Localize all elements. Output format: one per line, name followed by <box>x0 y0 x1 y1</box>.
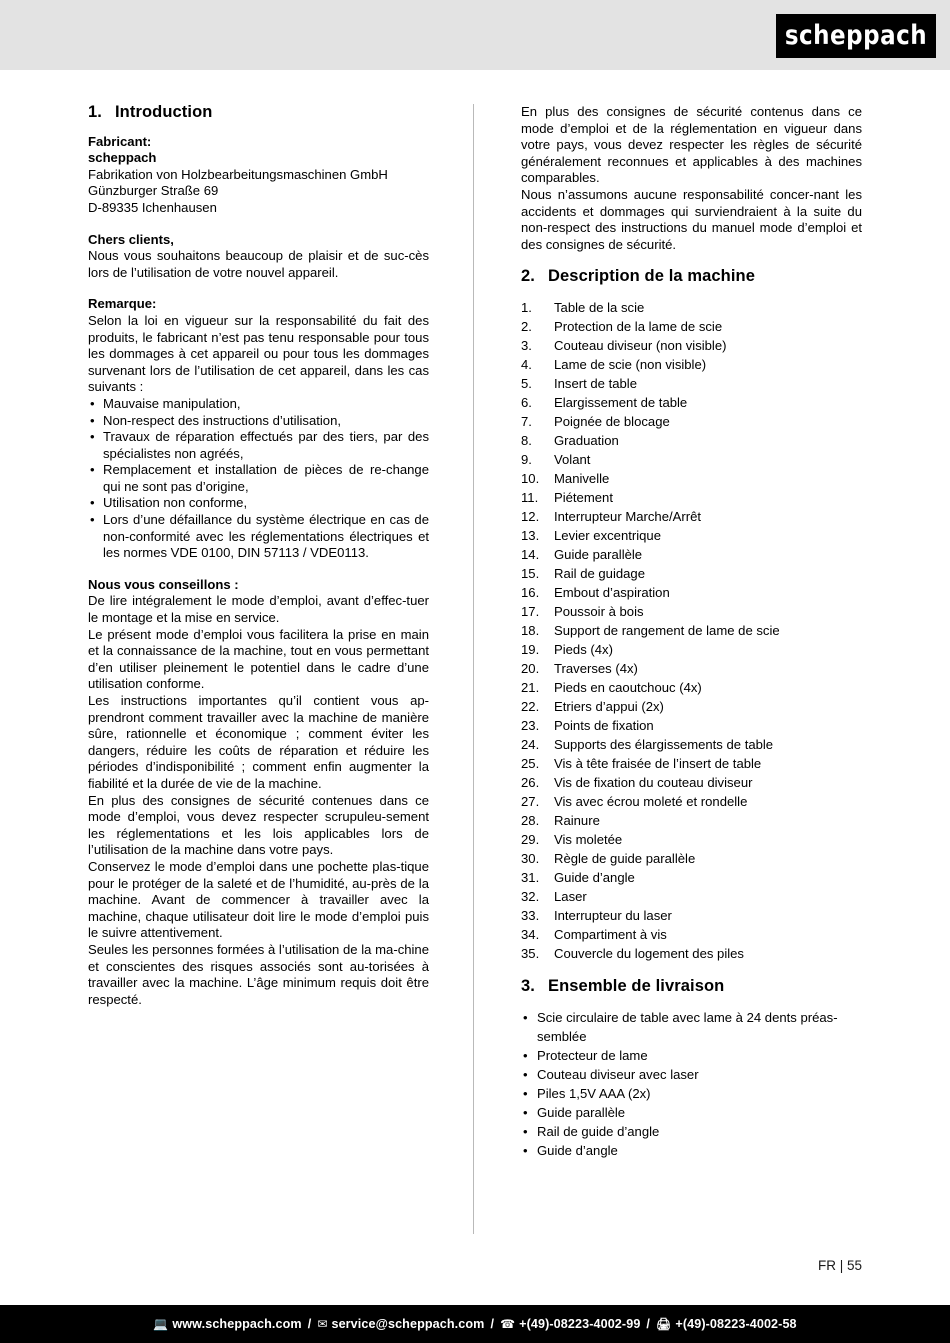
footer-separator: / <box>490 1317 495 1331</box>
list-item: • Piles 1,5V AAA (2x) <box>521 1084 862 1103</box>
list-index: 7. <box>521 413 532 429</box>
list-item-label: Vis avec écrou moleté et rondelle <box>554 793 748 809</box>
list-item <box>521 545 862 564</box>
web-icon: 💻 <box>153 1317 169 1331</box>
list-index: 33. <box>521 907 540 923</box>
list-item <box>521 621 862 640</box>
list-item <box>521 906 862 925</box>
footer-email[interactable]: service@scheppach.com <box>331 1317 485 1331</box>
list-item <box>521 811 862 830</box>
section-title-2: Description de la machine <box>548 267 755 286</box>
list-item <box>521 412 862 431</box>
footer-contact-bar <box>0 1305 950 1343</box>
section-number-3: 3. <box>521 976 535 995</box>
manufacturer-label: Fabricant: <box>88 133 152 149</box>
list-item: • Travaux de réparation effectués par des tiers, par des spécialistes non agréés, <box>88 429 429 462</box>
list-item <box>521 431 862 450</box>
list-item-label: Protection de la lame de scie <box>554 318 723 334</box>
manufacturer-name: scheppach <box>88 150 157 166</box>
intro-paragraph-1: Nous n’assumons aucune responsabilité concer-nant les accidents et dommages qui surviendraient à la suite du non-respect des instructions du manuel mode d’emploi et des consignes de sécurité. <box>521 186 862 252</box>
mail-icon: ✉ <box>317 1317 328 1331</box>
list-index: 17. <box>521 603 540 619</box>
list-item-label: Vis de fixation du couteau diviseur <box>554 774 753 790</box>
list-item-label: Traverses (4x) <box>554 660 638 676</box>
list-index: 23. <box>521 717 540 733</box>
manufacturer-line-0: Fabrikation von Holzbearbeitungsmaschinen GmbH <box>88 166 388 182</box>
list-item-label: Couteau diviseur (non visible) <box>554 337 727 353</box>
list-item <box>521 355 862 374</box>
list-item <box>521 792 862 811</box>
left-column <box>88 104 429 1008</box>
list-item <box>521 659 862 678</box>
dear-customer-label: Chers clients, <box>88 231 174 247</box>
list-item-label: Poussoir à bois <box>554 603 644 619</box>
scheppach-logo <box>776 14 936 58</box>
list-item-label: Embout d’aspiration <box>554 584 670 600</box>
list-item: • Couteau diviseur avec laser <box>521 1065 862 1084</box>
remark-bullet-list <box>88 396 429 562</box>
list-item-label: Interrupteur du laser <box>554 907 672 923</box>
list-item <box>521 716 862 735</box>
list-item <box>521 868 862 887</box>
footer-website[interactable]: www.scheppach.com <box>172 1317 302 1331</box>
list-item-label: Vis moletée <box>554 831 623 847</box>
list-item <box>521 944 862 963</box>
advice-paragraph-3: En plus des consignes de sécurité contenues dans ce mode d’emploi, vous devez respecter scrupuleu-sement les réglementations et les lois applicables lors de l’utilisation de la machine dans votre pays. <box>88 792 429 858</box>
machine-parts-list <box>521 298 862 963</box>
footer-separator: / <box>646 1317 651 1331</box>
list-item <box>521 887 862 906</box>
list-item <box>521 773 862 792</box>
advice-paragraph-0: De lire intégralement le mode d’emploi, avant d’effec-tuer le montage et la mise en service. <box>88 593 429 626</box>
list-index: 12. <box>521 508 540 524</box>
list-item-label: Manivelle <box>554 470 610 486</box>
list-item <box>521 925 862 944</box>
list-item-label: Poignée de blocage <box>554 413 670 429</box>
list-item: • Rail de guide d’angle <box>521 1122 862 1141</box>
list-item-label: Règle de guide parallèle <box>554 850 696 866</box>
footer-fax: +(49)-08223-4002-58 <box>675 1317 797 1331</box>
list-index: 18. <box>521 622 540 638</box>
intro-paragraph-0: En plus des consignes de sécurité contenus dans ce mode d’emploi et de la réglementation en vigueur dans votre pays, vous devez respecter les règles de sécurité généralement reconnues et applicables à des machines comparables. <box>521 104 862 186</box>
manufacturer-line-1: Günzburger Straße 69 <box>88 183 219 199</box>
list-item <box>521 317 862 336</box>
list-index: 13. <box>521 527 540 543</box>
footer-phone: +(49)-08223-4002-99 <box>519 1317 641 1331</box>
section-heading-introduction <box>88 104 429 121</box>
list-item <box>521 336 862 355</box>
list-index: 14. <box>521 546 540 562</box>
list-index: 35. <box>521 945 540 961</box>
list-index: 34. <box>521 926 540 942</box>
list-item-label: Table de la scie <box>554 299 645 315</box>
list-item <box>521 602 862 621</box>
list-item <box>521 469 862 488</box>
list-index: 27. <box>521 793 540 809</box>
list-item <box>521 298 862 317</box>
footer-separator: / <box>307 1317 312 1331</box>
list-index: 8. <box>521 432 532 448</box>
list-item <box>521 374 862 393</box>
column-divider <box>473 104 474 1234</box>
list-index: 5. <box>521 375 532 391</box>
list-item <box>521 450 862 469</box>
list-item <box>521 735 862 754</box>
list-item: • Non-respect des instructions d’utilisation, <box>88 413 429 430</box>
list-index: 10. <box>521 470 540 486</box>
list-item <box>521 697 862 716</box>
list-item <box>521 488 862 507</box>
list-item <box>521 678 862 697</box>
section-heading-machine-description <box>521 268 862 285</box>
advice-paragraph-2: Les instructions importantes qu’il contient vous ap-prendront comment travailler avec la machine de manière sûre, rationnelle et économique ; comment éviter les dangers, réduire les coûts de réparation et réduire les périodes d’indisponibilité ; comment enfin augmenter la fiabilité et la durée de vie de la machine. <box>88 693 429 791</box>
list-item <box>521 526 862 545</box>
list-item <box>521 640 862 659</box>
list-item-label: Volant <box>554 451 591 467</box>
list-item <box>521 583 862 602</box>
list-item: • Scie circulaire de table avec lame à 24 dents préas-semblée <box>521 1008 862 1046</box>
list-index: 30. <box>521 850 540 866</box>
right-column <box>521 104 862 1160</box>
remark-label: Remarque: <box>88 296 157 312</box>
list-index: 1. <box>521 299 532 315</box>
list-item-label: Lame de scie (non visible) <box>554 356 707 372</box>
list-index: 24. <box>521 736 540 752</box>
list-index: 19. <box>521 641 540 657</box>
dear-customer-text: Nous vous souhaitons beaucoup de plaisir et de suc-cès lors de l’utilisation de votre nouvel appareil. <box>88 248 429 280</box>
list-item <box>521 564 862 583</box>
phone-icon: ☎ <box>500 1317 516 1331</box>
list-index: 20. <box>521 660 540 676</box>
page-number: FR | 55 <box>817 1258 862 1273</box>
list-index: 26. <box>521 774 540 790</box>
list-index: 16. <box>521 584 540 600</box>
logo-text: scheppach <box>784 21 928 51</box>
list-item <box>521 830 862 849</box>
list-index: 11. <box>521 489 539 505</box>
section-title-3: Ensemble de livraison <box>548 976 725 995</box>
list-item: • Mauvaise manipulation, <box>88 396 429 413</box>
advice-label: Nous vous conseillons : <box>88 576 239 592</box>
list-item: • Utilisation non conforme, <box>88 495 429 512</box>
advice-paragraph-4: Conservez le mode d’emploi dans une pochette plas-tique pour le protéger de la saleté et de l’humidité, au-près de la machine. Avant de commencer à travailler avec la machine, chaque utilisateur doit lire le mode d’emploi puis le suivre attentivement. <box>88 858 429 941</box>
list-item-label: Graduation <box>554 432 619 448</box>
list-index: 15. <box>521 565 540 581</box>
list-item <box>521 393 862 412</box>
list-item-label: Rainure <box>554 812 600 828</box>
section-number-1: 1. <box>88 103 102 121</box>
list-index: 29. <box>521 831 540 847</box>
list-index: 32. <box>521 888 540 904</box>
list-item-label: Supports des élargissements de table <box>554 736 774 752</box>
list-item-label: Pieds en caoutchouc (4x) <box>554 679 702 695</box>
list-index: 22. <box>521 698 540 714</box>
remark-text: Selon la loi en vigueur sur la responsabilité du fait des produits, le fabricant n’est pas tenu responsable pour tous les dommages à cet appareil ou pour tous les dommages survenant lors de l’utilisation de cet appareil, dans les cas suivants : <box>88 312 429 395</box>
list-item-label: Couvercle du logement des piles <box>554 945 744 961</box>
list-item-label: Vis à tête fraisée de l’insert de table <box>554 755 762 771</box>
list-index: 28. <box>521 812 540 828</box>
list-item: • Protecteur de lame <box>521 1046 862 1065</box>
list-index: 21. <box>521 679 540 695</box>
list-index: 2. <box>521 318 532 334</box>
list-index: 3. <box>521 337 532 353</box>
list-index: 9. <box>521 451 532 467</box>
list-item: • Guide d’angle <box>521 1141 862 1160</box>
list-item-label: Elargissement de table <box>554 394 688 410</box>
list-item <box>521 754 862 773</box>
list-item-label: Guide parallèle <box>554 546 643 562</box>
list-item-label: Pieds (4x) <box>554 641 613 657</box>
advice-paragraph-5: Seules les personnes formées à l’utilisation de la ma-chine et conscientes des risques associés sont au-torisées à travailler avec la machine. L’âge minimum requis doit être respecté. <box>88 941 429 1007</box>
list-item-label: Guide d’angle <box>554 869 635 885</box>
fax-icon: 🖨 <box>656 1317 672 1331</box>
list-item-label: Support de rangement de lame de scie <box>554 622 780 638</box>
section-title-1: Introduction <box>115 103 213 121</box>
section-number-2: 2. <box>521 267 535 286</box>
list-item: • Lors d’une défaillance du système électrique en cas de non-conformité avec les réglementations électriques et les normes VDE 0100, DIN 57113 / VDE0113. <box>88 512 429 562</box>
list-item <box>521 849 862 868</box>
list-item-label: Laser <box>554 888 587 904</box>
advice-paragraph-1: Le présent mode d’emploi vous facilitera la prise en main et la connaissance de la machine, tout en vous permettant d’en utiliser pleinement le potentiel dans le cadre d’une utilisation conforme. <box>88 626 429 692</box>
list-item-label: Insert de table <box>554 375 637 391</box>
list-index: 4. <box>521 356 532 372</box>
list-item: • Remplacement et installation de pièces de re-change qui ne sont pas d’origine, <box>88 462 429 495</box>
section-heading-delivery <box>521 978 862 995</box>
list-item-label: Compartiment à vis <box>554 926 667 942</box>
list-item-label: Piétement <box>554 489 613 505</box>
list-item-label: Points de fixation <box>554 717 654 733</box>
list-index: 25. <box>521 755 540 771</box>
delivery-list <box>521 1008 862 1160</box>
list-index: 6. <box>521 394 532 410</box>
list-item-label: Interrupteur Marche/Arrêt <box>554 508 701 524</box>
list-item-label: Levier excentrique <box>554 527 661 543</box>
list-index: 31. <box>521 869 540 885</box>
list-item <box>521 507 862 526</box>
manufacturer-line-2: D-89335 Ichenhausen <box>88 199 217 215</box>
list-item-label: Etriers d’appui (2x) <box>554 698 664 714</box>
list-item-label: Rail de guidage <box>554 565 645 581</box>
list-item: • Guide parallèle <box>521 1103 862 1122</box>
